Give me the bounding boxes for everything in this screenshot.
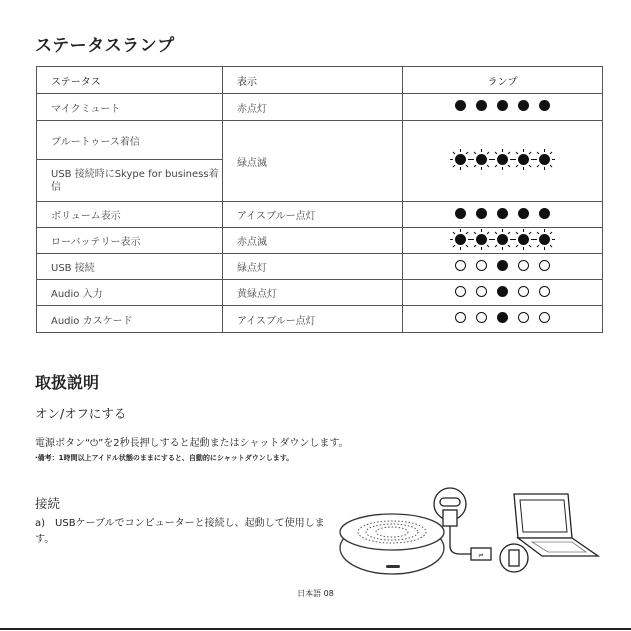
unlit-lamp-icon [518,312,529,323]
lit-lamp-icon [476,100,487,111]
unlit-lamp-icon [539,286,550,297]
power-note: ·備考：1時間以上アイドル状態のままにすると、自動的にシャットダウンします。 [35,454,294,462]
row-lamp [403,94,603,121]
row-lamp [403,121,603,202]
table-row [37,228,603,254]
lamp-indicators [455,260,550,271]
blinking-lamp-icon [518,154,529,165]
row-display: 赤点滅 [223,228,403,254]
header-lamp: ランプ [403,67,603,94]
table-row [37,254,603,280]
lamp-indicators [455,154,550,165]
blinking-lamp-icon [497,234,508,245]
blinking-lamp-icon [455,234,466,245]
blinking-lamp-icon [518,234,529,245]
table-row [37,202,603,228]
blinking-lamp-icon [497,154,508,165]
status-lamp-table [36,66,603,333]
row-status: マイクミュート [37,94,223,121]
lamp-indicators [455,234,550,245]
speakerphone-icon [340,514,444,574]
footer-language: 日本語 [297,589,322,598]
table-row [37,280,603,306]
unlit-lamp-icon [539,260,550,271]
lit-lamp-icon [455,208,466,219]
unlit-lamp-icon [518,260,529,271]
lit-lamp-icon [539,100,550,111]
blinking-lamp-icon [539,154,550,165]
row-status: USB 接続 [37,254,223,280]
header-status: ステータス [37,67,223,94]
header-display: 表示 [223,67,403,94]
row-display: アイスブルー点灯 [223,306,403,333]
section-title: 取扱説明 [35,373,100,392]
lit-lamp-icon [497,260,508,271]
row-lamp [403,228,603,254]
footer-page-number: 08 [323,589,334,598]
row-lamp [403,306,603,333]
row-status: USB 接続時にSkype for business着信 [37,160,223,202]
row-display: 緑点灯 [223,254,403,280]
table-row [37,306,603,333]
svg-text:⇌: ⇌ [478,552,484,559]
bottom-border [0,628,631,630]
blinking-lamp-icon [476,154,487,165]
connection-illustration [336,480,606,580]
lit-lamp-icon [476,208,487,219]
unlit-lamp-icon [476,260,487,271]
unlit-lamp-icon [476,312,487,323]
unlit-lamp-icon [455,312,466,323]
laptop-icon [514,494,598,556]
unlit-lamp-icon [476,286,487,297]
lamp-indicators [455,208,550,219]
lit-lamp-icon [497,208,508,219]
unlit-lamp-icon [539,312,550,323]
row-display: 黄緑点灯 [223,280,403,306]
lamp-indicators [455,312,550,323]
lit-lamp-icon [539,208,550,219]
table-row [37,94,603,121]
row-status: Audio カスケード [37,306,223,333]
blinking-lamp-icon [476,234,487,245]
lit-lamp-icon [455,100,466,111]
row-status: ボリューム表示 [37,202,223,228]
power-heading: オン/オフにする [35,406,127,421]
blinking-lamp-icon [455,154,466,165]
lit-lamp-icon [518,100,529,111]
blinking-lamp-icon [539,234,550,245]
lit-lamp-icon [497,100,508,111]
row-status: ローバッテリー表示 [37,228,223,254]
row-lamp [403,254,603,280]
row-status: Audio 入力 [37,280,223,306]
unlit-lamp-icon [455,286,466,297]
connect-instructions: a) USBケーブルでコンピューターと接続し、起動して使用します。 [35,518,325,545]
usb-icon [471,544,528,572]
row-status: ブルートゥース着信 [37,121,223,160]
row-display: アイスブルー点灯 [223,202,403,228]
unlit-lamp-icon [455,260,466,271]
lit-lamp-icon [497,286,508,297]
page-title: ステータスランプ [35,36,175,56]
table-row [37,121,603,160]
page-footer [0,588,631,599]
lit-lamp-icon [518,208,529,219]
lamp-indicators [455,286,550,297]
row-lamp [403,280,603,306]
row-display: 緑点滅 [223,121,403,202]
row-display: 赤点灯 [223,94,403,121]
lamp-indicators [455,100,550,111]
table-header-row [37,67,603,94]
power-instructions: 電源ボタン“⏻”を2秒長押しすると起動またはシャットダウンします。 [35,438,349,449]
row-lamp [403,202,603,228]
lit-lamp-icon [497,312,508,323]
unlit-lamp-icon [518,286,529,297]
connect-heading: 接続 [35,496,61,511]
